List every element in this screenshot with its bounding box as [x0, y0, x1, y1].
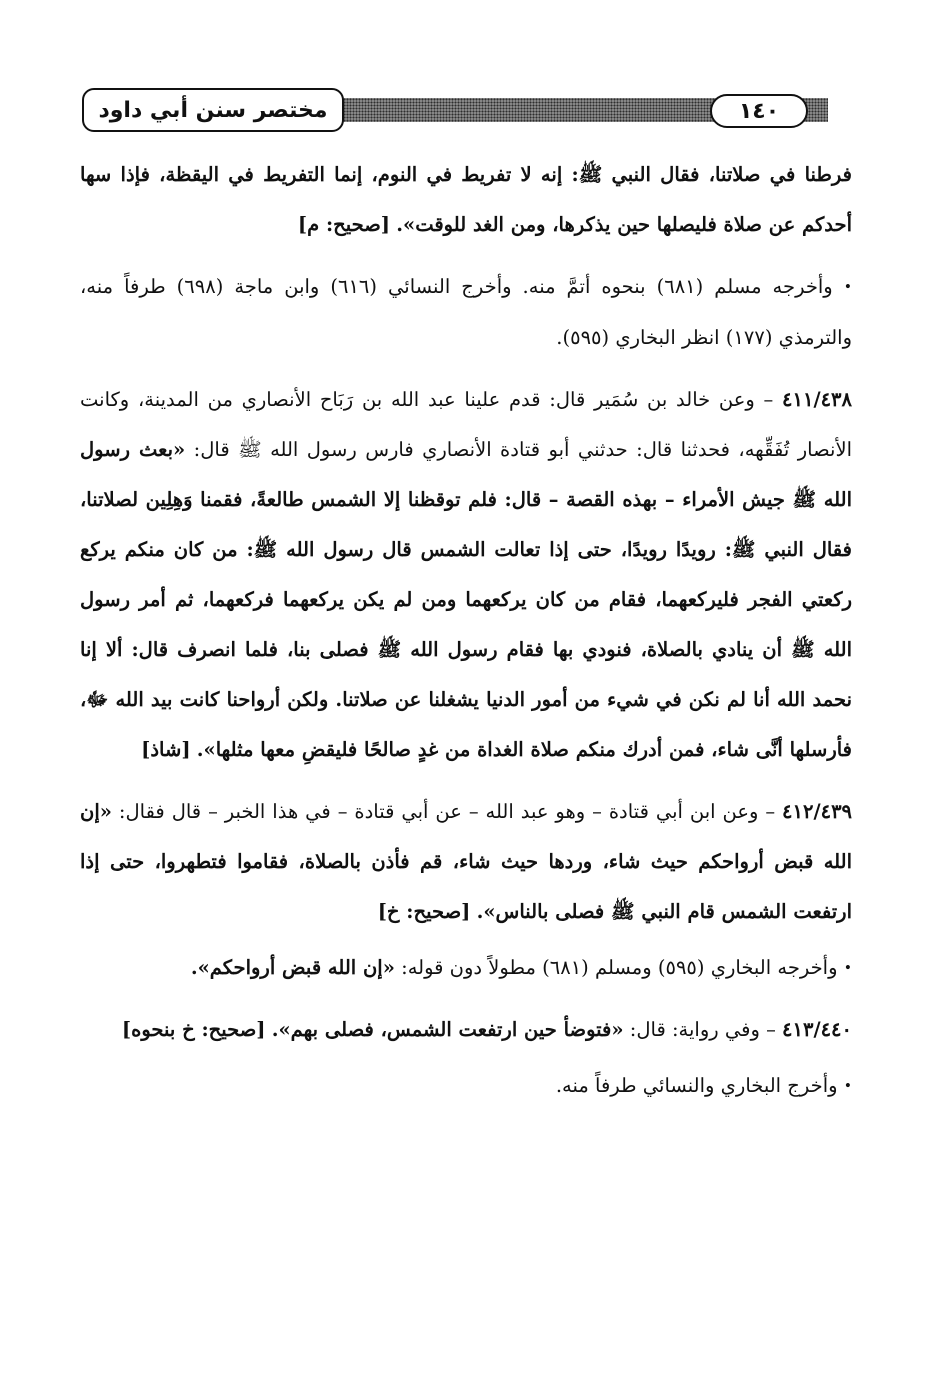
book-title-box: [82, 88, 344, 132]
hadith-number: ٤١١/٤٣٨: [782, 387, 852, 411]
hadith-isnad: – وعن خالد بن سُمَير قال: قدم علينا عبد الله بن رَبَاح الأنصاري من المدينة، وكانت الأنصار تُفَقِّهه، فحدثنا قال: حدثني أبو قتادة الأنصاري فارس رسول الله ﷺ قال:: [80, 387, 852, 461]
page-body: [80, 150, 852, 1124]
takhrij-note: [80, 943, 852, 994]
page-number-badge: [710, 94, 808, 128]
takhrij-note: [80, 1061, 852, 1112]
bullet-icon: •: [843, 960, 852, 976]
hadith-grade: [صحيح: خ بنحوه]: [121, 1018, 266, 1041]
hadith-grade: [شاذ]: [141, 737, 191, 761]
hadith-439: [80, 787, 852, 937]
note-text: وأخرج البخاري والنسائي طرفاً منه.: [555, 1074, 838, 1097]
hadith-text: «بعث رسول الله ﷺ جيش الأمراء – بهذه القصة – قال: فلم توقظنا إلا الشمس طالعةً، فقمنا وَهِلِين لصلاتنا، فقال النبي ﷺ: رويدًا رويدًا، حتى إذا تعالت الشمس قال رسول الله ﷺ: من كان منكم يركع ركعتي الفجر فليركعهما، فقام من كان يركعهما ومن لم يكن يركعهما فركعهما، ثم أمر رسول الله ﷺ أن ينادي بالصلاة، فنودي بها فقام رسول الله ﷺ فصلى بنا، فلما انصرف قال: ألا إنا نحمد الله أنا لم نكن في شيء من أمور الدنيا يشغلنا عن صلاتنا. ولكن أرواحنا كانت بيد الله ﷻ، فأرسلها أنَّى شاء، فمن أدرك منكم صلاة الغداة من غدٍ صالحًا فليقضِ معها مثلها».: [80, 437, 852, 761]
hadith-continuation: [80, 150, 852, 250]
hadith-grade: [صحيح: خ]: [377, 899, 471, 923]
hadith-number: ٤١٣/٤٤٠: [782, 1018, 852, 1041]
hadith-text: «إن الله قبض أرواحكم حيث شاء، وردها حيث شاء، قم فأذن بالصلاة، فقاموا فتطهروا، حتى إذا ارتفعت الشمس قام النبي ﷺ فصلى بالناس».: [80, 799, 852, 923]
takhrij-note: [80, 262, 852, 363]
note-quote: «إن الله قبض أرواحكم».: [190, 955, 395, 979]
hadith-isnad: – وعن ابن أبي قتادة – وهو عبد الله – عن أبي قتادة – في هذا الخبر – قال فقال:: [118, 799, 776, 823]
hadith-grade: [صحيح: م]: [297, 213, 391, 236]
page-header: [82, 88, 852, 136]
hadith-number: ٤١٢/٤٣٩: [782, 799, 853, 823]
note-text: وأخرجه البخاري (٥٩٥) ومسلم (٦٨١) مطولاً دون قوله:: [401, 955, 838, 979]
bullet-icon: •: [843, 1078, 852, 1095]
hadith-438: [80, 375, 852, 775]
book-title: مختصر سنن أبي داود: [98, 97, 328, 123]
bullet-icon: •: [843, 279, 853, 296]
hadith-isnad: – وفي رواية: قال:: [629, 1018, 776, 1041]
hadith-440: [80, 1005, 852, 1055]
note-text: وأخرجه مسلم (٦٨١) بنحوه أتمَّ منه. وأخرج النسائي (٦١٦) وابن ماجة (٦٩٨) طرفاً منه، والترمذي (١٧٧) انظر البخاري (٥٩٥).: [80, 275, 852, 349]
hadith-text: «فتوضأ حين ارتفعت الشمس، فصلى بهم».: [271, 1018, 624, 1041]
page-number: ١٤٠: [738, 98, 780, 124]
hadith-text: فرطنا في صلاتنا، فقال النبي ﷺ: إنه لا تفريط في النوم، إنما التفريط في اليقظة، فإذا سها أحدكم عن صلاة فليصلها حين يذكرها، ومن الغد للوقت».: [80, 163, 852, 236]
